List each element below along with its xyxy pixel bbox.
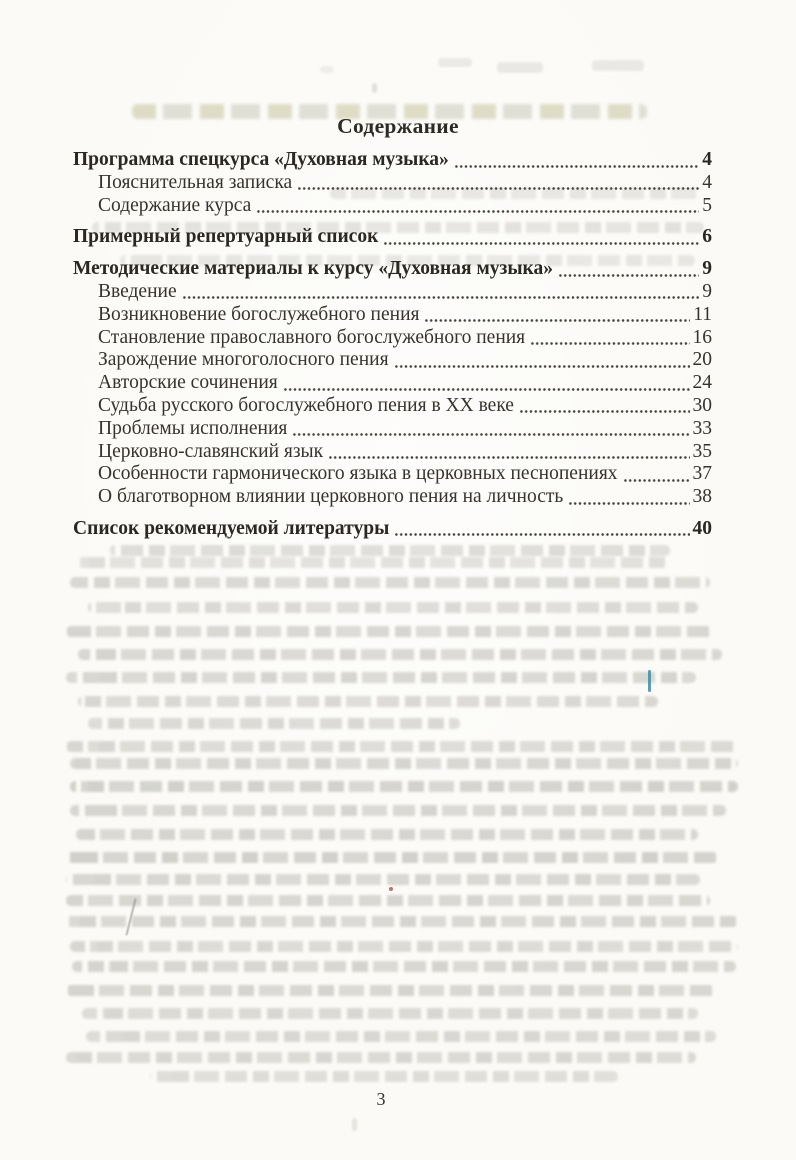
toc-entry-label: Введение xyxy=(98,280,177,302)
toc-leader-dots xyxy=(424,307,690,327)
scan-speckle-artifact xyxy=(497,62,543,73)
bleedthrough-line xyxy=(78,696,658,707)
toc-entry-label: Церковно-славянский язык xyxy=(98,440,324,462)
toc-entry xyxy=(73,327,712,350)
scan-speckle-artifact xyxy=(352,1118,357,1131)
toc-entry xyxy=(73,149,712,172)
toc-entry xyxy=(73,418,712,441)
toc-entry xyxy=(73,395,712,418)
toc-entry-label: Содержание курса xyxy=(98,194,252,216)
bleedthrough-line xyxy=(88,602,698,613)
red-speck-artifact xyxy=(389,887,393,891)
toc-entry xyxy=(73,304,712,327)
toc-leader-dots xyxy=(623,466,690,486)
toc-leader-dots xyxy=(530,329,689,349)
bleedthrough-line xyxy=(72,961,736,972)
bleedthrough-line xyxy=(66,672,696,683)
page-title: Содержание xyxy=(337,114,459,139)
toc-leader-dots xyxy=(394,352,690,372)
toc-entry-label: Зарождение многоголосного пения xyxy=(98,349,389,371)
toc-entry-page-number: 38 xyxy=(692,486,712,508)
toc-entry-label: Авторские сочинения xyxy=(98,372,278,394)
scan-speckle-artifact xyxy=(320,66,334,73)
blue-ink-tick-artifact xyxy=(648,670,651,692)
toc-entry xyxy=(73,226,712,249)
toc-entry-label: Программа спецкурса «Духовная музыка» xyxy=(73,149,449,170)
bleedthrough-line xyxy=(66,1052,696,1063)
toc-entry xyxy=(73,486,712,509)
toc-entry-page-number: 20 xyxy=(692,349,712,371)
bleedthrough-line xyxy=(150,1071,618,1082)
toc-entry-label: Особенности гармонического языка в церковных песнопениях xyxy=(98,463,618,485)
toc-entry xyxy=(73,172,712,195)
toc-entry-page-number: 11 xyxy=(693,303,712,325)
bleedthrough-line xyxy=(88,718,460,729)
scan-speckle-artifact xyxy=(372,83,377,93)
toc-leader-dots xyxy=(292,421,689,441)
bleedthrough-line xyxy=(66,626,714,637)
scan-speckle-artifact xyxy=(592,60,644,71)
toc-entry-label: Пояснительная записка xyxy=(98,171,293,193)
toc-leader-dots xyxy=(568,489,689,509)
bleedthrough-line xyxy=(78,649,722,660)
toc-entry-label: О благотворном влиянии церковного пения на личность xyxy=(98,486,564,508)
toc-entry-page-number: 9 xyxy=(702,280,712,302)
bleedthrough-line xyxy=(70,941,738,952)
toc-entry-page-number: 37 xyxy=(692,463,712,485)
bleedthrough-line xyxy=(70,781,738,792)
toc-entry xyxy=(73,195,712,218)
bleedthrough-line xyxy=(70,805,726,816)
toc-entry xyxy=(73,463,712,486)
toc-leader-dots xyxy=(519,398,690,418)
toc-entry-page-number: 24 xyxy=(692,372,712,394)
toc-entry-page-number: 40 xyxy=(692,517,712,539)
toc-leader-dots xyxy=(182,284,700,304)
bleedthrough-line xyxy=(86,1031,716,1042)
toc-entry xyxy=(73,281,712,304)
toc-entry-page-number: 9 xyxy=(702,258,712,280)
toc-entry xyxy=(73,372,712,395)
bleedthrough-line xyxy=(66,985,716,996)
toc-entry xyxy=(73,258,712,281)
toc-leader-dots xyxy=(297,175,699,195)
toc-leader-dots xyxy=(256,197,699,217)
toc-entry-page-number: 5 xyxy=(702,194,712,216)
toc-entry-page-number: 16 xyxy=(692,326,712,348)
folio-page-number: 3 xyxy=(376,1089,386,1109)
toc-entry xyxy=(73,441,712,464)
toc-entry-label: Методические материалы к курсу «Духовная музыка» xyxy=(73,258,553,280)
bleedthrough-line xyxy=(66,852,718,863)
toc-entry-label: Судьба русского богослужебного пения в XX веке xyxy=(98,394,514,416)
bleedthrough-line xyxy=(70,577,710,588)
bleedthrough-line xyxy=(66,741,738,752)
toc-entry-page-number: 33 xyxy=(692,417,712,439)
bleedthrough-line xyxy=(110,545,670,556)
bleedthrough-line xyxy=(78,557,668,568)
toc-entry-page-number: 4 xyxy=(702,149,712,170)
toc-entry-label: Проблемы исполнения xyxy=(98,417,288,439)
toc-entry-label: Список рекомендуемой литературы xyxy=(73,517,390,539)
toc-entry xyxy=(73,518,712,541)
bleedthrough-line xyxy=(70,758,738,769)
toc-leader-dots xyxy=(283,375,690,395)
toc-entry-page-number: 4 xyxy=(702,171,712,193)
toc-leader-dots xyxy=(383,229,699,249)
toc-leader-dots xyxy=(558,261,699,281)
bleedthrough-line xyxy=(66,916,738,927)
scan-speckle-artifact xyxy=(438,58,472,67)
toc-entry xyxy=(73,349,712,372)
toc-leader-dots xyxy=(454,152,699,172)
bleedthrough-line xyxy=(66,874,700,885)
bleedthrough-line xyxy=(76,829,698,840)
toc-leader-dots xyxy=(394,521,689,541)
table-of-contents xyxy=(73,149,712,541)
bleedthrough-line xyxy=(66,895,710,906)
toc-entry-page-number: 30 xyxy=(692,394,712,416)
toc-entry-label: Возникновение богослужебного пения xyxy=(98,303,420,325)
toc-entry-page-number: 35 xyxy=(692,440,712,462)
toc-entry-label: Примерный репертуарный список xyxy=(73,226,379,248)
toc-entry-label: Становление православного богослужебного пения xyxy=(98,326,526,348)
toc-leader-dots xyxy=(328,443,689,463)
bleedthrough-line xyxy=(82,1008,698,1019)
toc-entry-page-number: 6 xyxy=(702,226,712,248)
